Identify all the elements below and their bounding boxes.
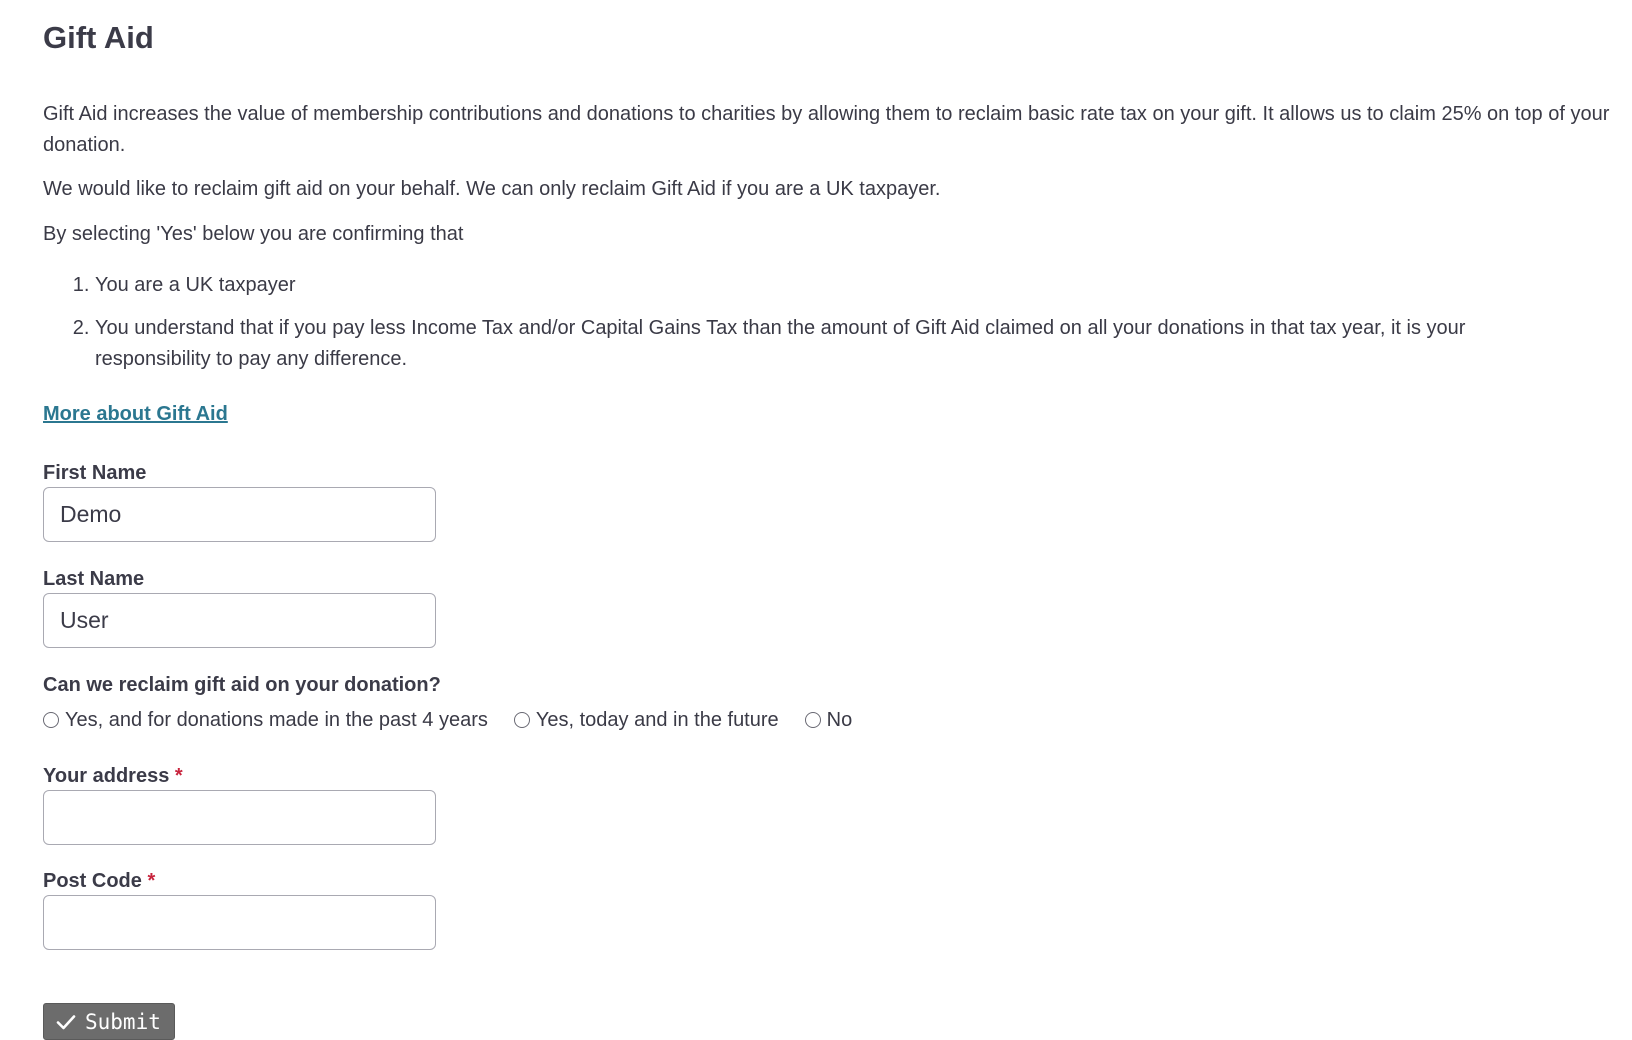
post-code-field-group [43, 868, 1632, 950]
last-name-label: Last Name [43, 568, 145, 590]
radio-option-label: No [826, 709, 853, 731]
condition-item: 2. You understand that if you pay less Income Tax and/or Capital Gains Tax than the amount of Gift Aid claimed on all your donations in that tax year, it is your responsibility to pay any difference. [95, 313, 1575, 375]
last-name-input[interactable] [43, 593, 436, 648]
radio-button[interactable] [43, 712, 59, 728]
radio-button[interactable] [514, 712, 530, 728]
address-field-group [43, 763, 1632, 845]
first-name-input[interactable] [43, 487, 436, 542]
confirm-paragraph: By selecting 'Yes' below you are confirming that [43, 223, 464, 245]
post-code-input[interactable] [43, 895, 436, 950]
intro-paragraph: Gift Aid increases the value of membership contributions and donations to charities by allowing them to reclaim basic rate tax on your gift. It allows us to claim 25% on top of your donation. [43, 103, 1610, 156]
address-label-text: Your address [43, 765, 170, 787]
submit-label: Submit [85, 1009, 161, 1034]
submit-button[interactable] [43, 1003, 175, 1040]
radio-option-no[interactable] [805, 705, 853, 735]
last-name-field-group [43, 566, 1632, 648]
gift-aid-question-label: Can we reclaim gift aid on your donation? [43, 674, 441, 696]
radio-option-label: Yes, today and in the future [535, 709, 779, 731]
check-icon [56, 1014, 76, 1030]
conditions-list [43, 270, 1575, 375]
required-marker: * [174, 765, 183, 787]
condition-item: 1. You are a UK taxpayer [95, 270, 1575, 301]
required-marker: * [147, 870, 156, 892]
first-name-field-group [43, 460, 1632, 542]
post-code-label-text: Post Code [43, 870, 142, 892]
behalf-paragraph: We would like to reclaim gift aid on your behalf. We can only reclaim Gift Aid if you are a UK taxpayer. [43, 178, 941, 200]
radio-option-past-4-years[interactable] [43, 705, 488, 735]
more-about-gift-aid-link[interactable]: More about Gift Aid [43, 403, 228, 425]
gift-aid-options [43, 705, 1632, 735]
post-code-label [43, 868, 1632, 894]
page-title: Gift Aid [43, 20, 154, 55]
gift-aid-question-group [43, 672, 1632, 735]
address-input[interactable] [43, 790, 436, 845]
radio-option-today-and-future[interactable] [514, 705, 779, 735]
radio-option-label: Yes, and for donations made in the past 4 years [65, 709, 488, 731]
radio-button[interactable] [805, 712, 821, 728]
address-label [43, 763, 1632, 789]
first-name-label: First Name [43, 462, 147, 484]
